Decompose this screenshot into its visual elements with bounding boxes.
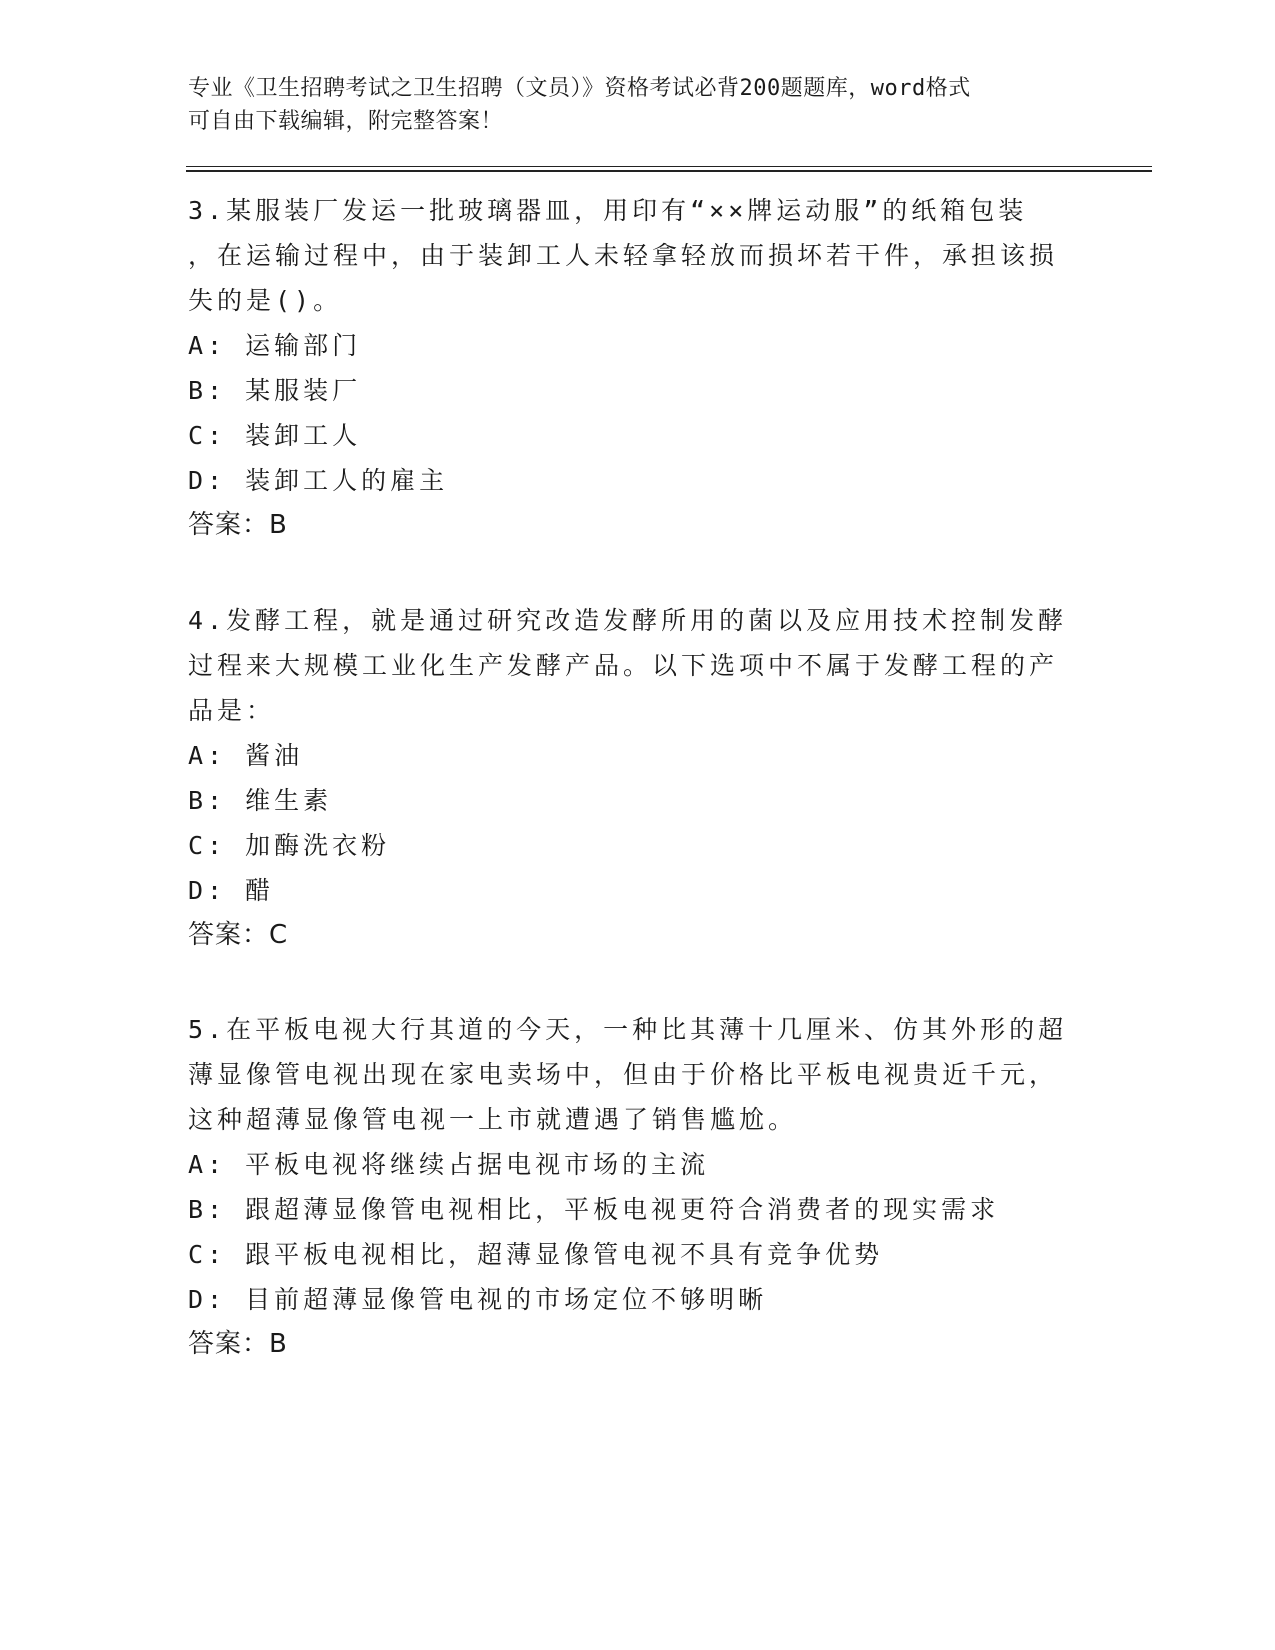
question-stem-line: 过程来大规模工业化生产发酵产品。以下选项中不属于发酵工程的产 xyxy=(188,651,1059,680)
header-line-2: 可自由下载编辑，附完整答案！ xyxy=(188,109,504,134)
option-c: C: 装卸工人 xyxy=(188,421,362,450)
answer-label: 答案：B xyxy=(188,510,288,540)
option-b: B: 跟超薄显像管电视相比，平板电视更符合消费者的现实需求 xyxy=(188,1195,1000,1224)
answer-label: 答案：C xyxy=(188,920,289,950)
question-stem-line: ，在运输过程中，由于装卸工人未轻拿轻放而损坏若干件，承担该损 xyxy=(188,241,1059,270)
question-4 xyxy=(188,598,1068,958)
option-a: A: 运输部门 xyxy=(188,331,362,360)
question-5 xyxy=(188,1007,1068,1367)
answer-label: 答案：B xyxy=(188,1329,288,1359)
option-a: A: 平板电视将继续占据电视市场的主流 xyxy=(188,1150,710,1179)
header-divider-thin xyxy=(186,166,1152,167)
question-stem-line: 失的是()。 xyxy=(188,286,343,315)
question-3 xyxy=(188,188,1068,548)
question-stem-line: 4.发酵工程，就是通过研究改造发酵所用的菌以及应用技术控制发酵 xyxy=(188,606,1068,635)
header-divider-thick xyxy=(186,170,1152,172)
question-stem-line: 薄显像管电视出现在家电卖场中，但由于价格比平板电视贵近千元， xyxy=(188,1060,1059,1089)
document-header xyxy=(188,72,1068,138)
question-stem-line: 5.在平板电视大行其道的今天，一种比其薄十几厘米、仿其外形的超 xyxy=(188,1015,1068,1044)
question-stem-line: 这种超薄显像管电视一上市就遭遇了销售尴尬。 xyxy=(188,1105,798,1134)
option-d: D: 装卸工人的雇主 xyxy=(188,466,449,495)
question-stem-line: 品是： xyxy=(188,696,276,725)
option-d: D: 醋 xyxy=(188,876,275,905)
question-stem-line: 3.某服装厂发运一批玻璃器皿，用印有“××牌运动服”的纸箱包装 xyxy=(188,196,1028,225)
header-line-1: 专业《卫生招聘考试之卫生招聘（文员）》资格考试必背200题题库，word格式 xyxy=(188,76,971,101)
option-c: C: 跟平板电视相比，超薄显像管电视不具有竞争优势 xyxy=(188,1240,884,1269)
option-d: D: 目前超薄显像管电视的市场定位不够明晰 xyxy=(188,1285,768,1314)
option-b: B: 维生素 xyxy=(188,786,333,815)
option-c: C: 加酶洗衣粉 xyxy=(188,831,391,860)
option-b: B: 某服装厂 xyxy=(188,376,362,405)
option-a: A: 酱油 xyxy=(188,741,304,770)
